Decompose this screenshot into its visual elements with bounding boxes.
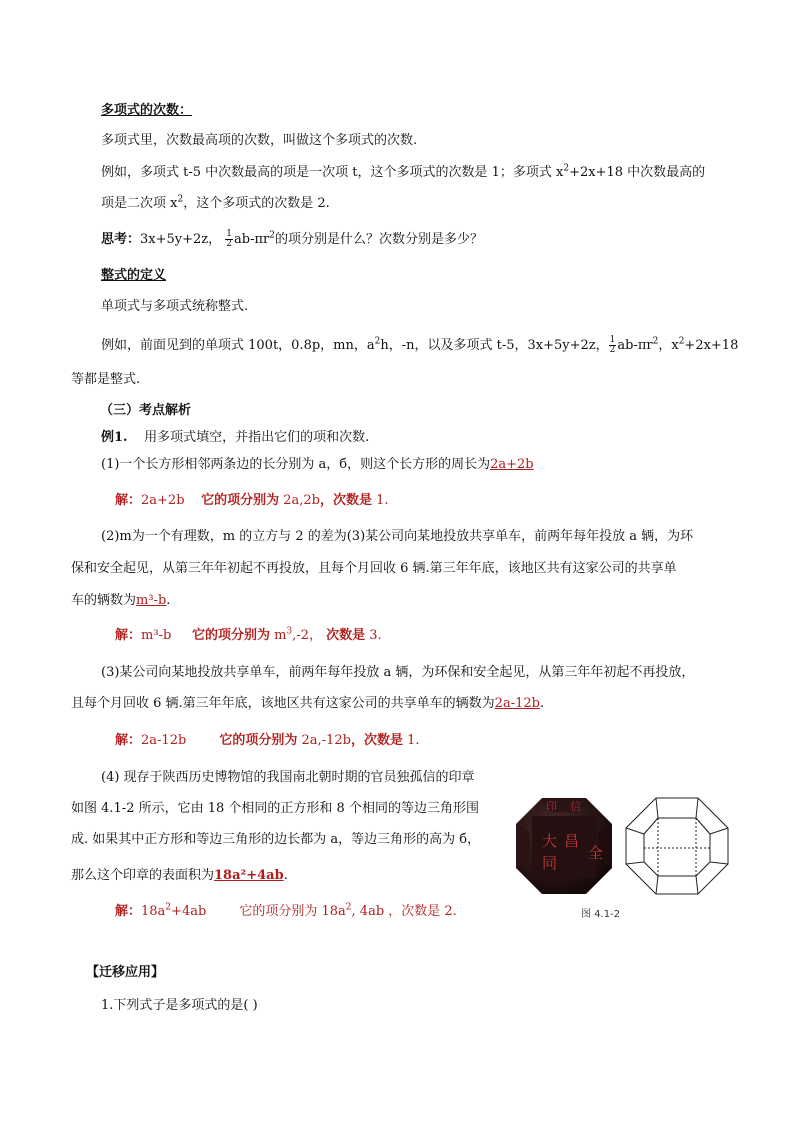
fraction-one-half: $\frac{1}{2}$ bbox=[609, 335, 616, 355]
seal-char: 全 bbox=[588, 844, 604, 862]
paragraph: 多项式里，次数最高项的次数，叫做这个多项式的次数. bbox=[101, 133, 418, 148]
answer-3: 解：2a-12b 它的项分别为 2a,-12b，次数是 1. bbox=[115, 733, 420, 748]
question-3: (3)某公司向某地投放共享单车，前两年每年投放 a 辆，为环保和安全起见，从第三年年初起不再投放， bbox=[101, 665, 695, 680]
example-heading: 例1. 用多项式填空，并指出它们的项和次数. bbox=[101, 430, 370, 445]
section-title-analysis: （三）考点解析 bbox=[100, 403, 192, 418]
answer-1: 解：2a+2b 它的项分别为 2a,2b，次数是 1. bbox=[115, 493, 389, 508]
section-title-degree: 多项式的次数： bbox=[101, 103, 193, 118]
question-2: 车的辆数为m³-b. bbox=[71, 593, 171, 608]
section-title-integral: 整式的定义 bbox=[101, 268, 167, 283]
seal-char: 大 bbox=[542, 832, 558, 850]
question-4: 如图 4.1-2 所示，它由 18 个相同的正方形和 8 个相同的等边三角形围 bbox=[71, 801, 479, 816]
seal-char: 同 bbox=[542, 854, 558, 872]
question-4: (4) 现存于陕西历史博物馆的我国南北朝时期的官员独孤信的印章 bbox=[101, 770, 475, 785]
paragraph: 例如，多项式 t-5 中次数最高的项是一次项 t，这个多项式的次数是 1；多项式 $x^2+2x+18$ 中次数最高的 bbox=[101, 163, 706, 180]
figure-caption: 图 4.1-2 bbox=[581, 909, 621, 920]
question-3: 且每个月回收 6 辆.第三年年底，该地区共有这家公司的共享单车的辆数为2a-12b. bbox=[71, 696, 545, 711]
seal-char: 昌 bbox=[564, 832, 580, 850]
seal-photo bbox=[512, 794, 616, 898]
seal-char: 印 bbox=[546, 800, 557, 813]
fraction-one-half: $\frac{1}{2}$ bbox=[226, 229, 233, 249]
paragraph: 等都是整式. bbox=[71, 372, 141, 387]
exercise-question-1: 1.下列式子是多项式的是( ) bbox=[101, 998, 258, 1013]
answer-4: 解：$18a^2+4ab$ 它的项分别为 $18a^2$, 4ab ，次数是 2. bbox=[115, 902, 457, 919]
paragraph: 项是二次项 $x^2$，这个多项式的次数是 2. bbox=[101, 194, 330, 211]
question-4: 成. 如果其中正方形和等边三角形的边长都为 a，等边三角形的高为 б， bbox=[71, 832, 481, 847]
question-2: 保和安全起见，从第三年年初起不再投放，且每个月回收 6 辆.第三年年底，该地区共有这家公司的共享单 bbox=[71, 561, 677, 576]
section-title-apply: 【迁移应用】 bbox=[86, 965, 165, 980]
paragraph: 例如，前面见到的单项式 100t，0.8p，mn，$a^2h$，-n，以及多项式 t-5，3x+5y+2z， $\frac{1}{2}$ $ab-\pi r^2$，$x^2+2x+18$ bbox=[101, 335, 739, 355]
paragraph: 单项式与多项式统称整式. bbox=[101, 299, 249, 314]
question-1: (1)一个长方形相邻两条边的长分别为 a，б，则这个长方形的周长为2a+2b bbox=[101, 457, 534, 472]
seal-wireframe-diagram bbox=[622, 794, 732, 898]
question-4: 那么这个印章的表面积为18a²+4ab. bbox=[71, 868, 288, 883]
seal-char: 信 bbox=[570, 800, 581, 813]
answer-2: 解：m³-b 它的项分别为 $m^3,-2$， 次数是 3. bbox=[115, 626, 382, 643]
think-question: 思考：3x+5y+2z， $\frac{1}{2}$ $ab-\pi r^2$的项分别是什么？次数分别是多少？ bbox=[101, 229, 483, 249]
question-2: (2)m为一个有理数，m 的立方与 2 的差为(3)某公司向某地投放共享单车，前两年每年投放 a 辆，为环 bbox=[101, 529, 694, 544]
